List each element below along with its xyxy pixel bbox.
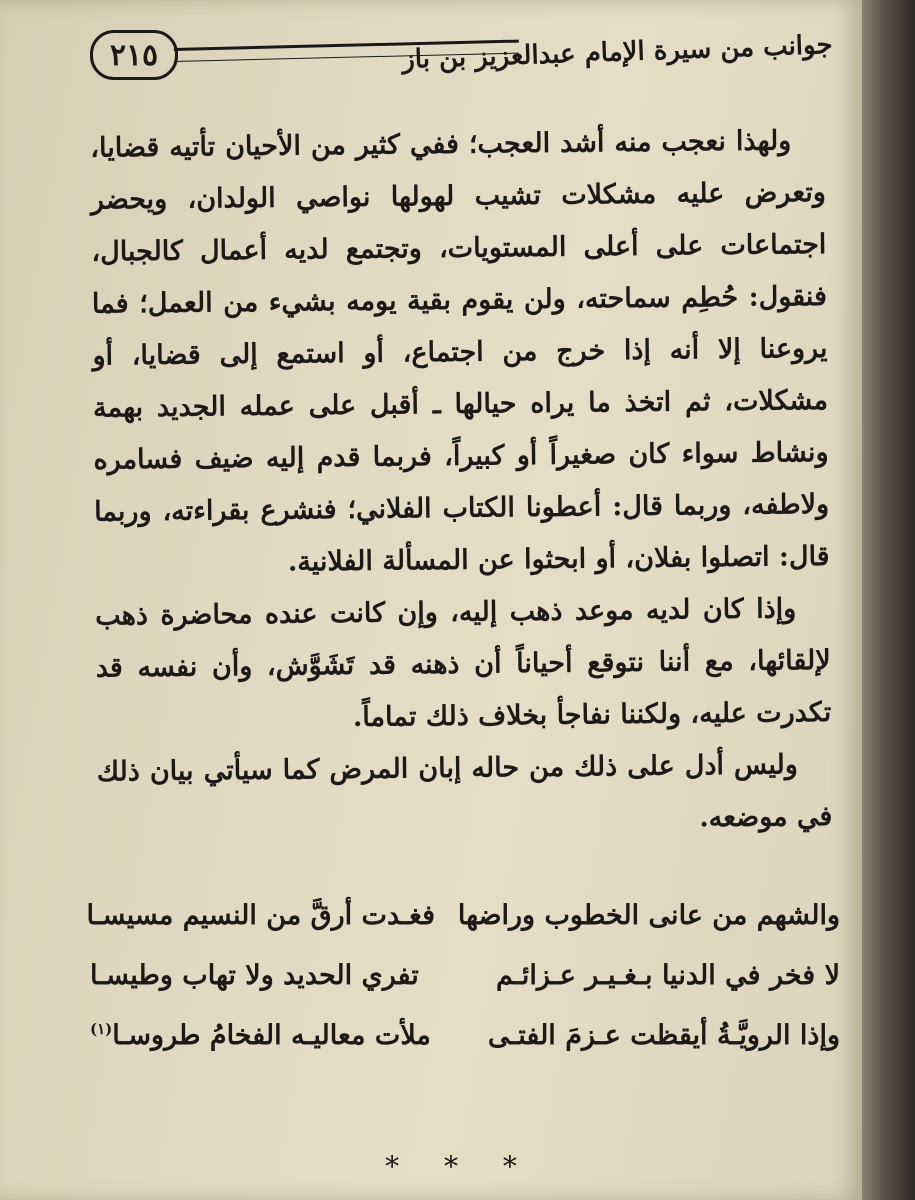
poem-verse bbox=[86, 885, 840, 945]
paragraph-2: وإذا كان لديه موعد ذهب إليه، وإن كانت عنده محاضرة ذهب لإلقائها، مع أننا نتوقع أحياناً أن ذهنه قد تَشَوَّش، وأن نفسه قد تكدرت عليه، ولكننا نفاجأ بخلاف ذلك تماماً. bbox=[95, 593, 832, 733]
page-header bbox=[90, 20, 850, 90]
running-title: جوانب من سيرة الإمام عبدالعزيز بن باز bbox=[401, 30, 833, 76]
verse-first-hemistich: لا فخر في الدنيا بـغـيـر عـزائـم bbox=[496, 959, 840, 991]
verse-first-hemistich: والشهم من عانى الخطوب وراضها bbox=[457, 899, 840, 931]
poem-verse bbox=[90, 945, 840, 1005]
verse-first-hemistich: وإذا الرويَّـةُ أيقظت عـزمَ الفتـى bbox=[487, 1019, 840, 1051]
verse-second-text: ملأت معاليـه الفخامُ طروسـا bbox=[112, 1019, 431, 1051]
paragraph-3: وليس أدل على ذلك من حاله إبان المرض كما سيأتي بيان ذلك في موضعه. bbox=[96, 749, 833, 834]
verse-second-hemistich bbox=[90, 1020, 435, 1051]
verse-second-hemistich: تفري الحديد ولا تهاب وطيسـا bbox=[90, 959, 419, 991]
page-number: ٢١٥ bbox=[90, 30, 178, 80]
body-text bbox=[90, 115, 833, 851]
verse-second-hemistich: فغـدت أرقَّ من النسيم مسيسـا bbox=[86, 899, 435, 931]
poem-verse bbox=[90, 1005, 840, 1065]
footnote-marker: (١) bbox=[90, 1019, 113, 1038]
book-edge bbox=[862, 0, 915, 1200]
paragraph-1: ولهذا نعجب منه أشد العجب؛ ففي كثير من الأحيان تأتيه قضايا، وتعرض عليه مشكلات تشيب لهولها نواصي الولدان، ويحضر اجتماعات على أعلى المستويات، وتجتمع لديه أعمال كالجبال، فنقول: حُطِم سماحته، ولن يقوم بقية يومه بشيء من العمل؛ فما يروعنا إلا أنه إذا خرج من اجتماع، أو استمع إلى قضايا، أو مشكلات، ثم اتخذ ما يراه حيالها ـ أقبل على عمله الجديد بهمة ونشاط سواء كان صغيراً أو كبيراً، فربما قدم إليه ضيف فسامره ولاطفه، وربما قال: أعطونا الكتاب الفلاني؛ فنشرع بقراءته، وربما قال: اتصلوا بفلان، أو ابحثوا عن المسألة الفلانية. bbox=[90, 125, 830, 578]
section-separator: * * * bbox=[385, 1150, 535, 1183]
poem bbox=[86, 885, 840, 1065]
